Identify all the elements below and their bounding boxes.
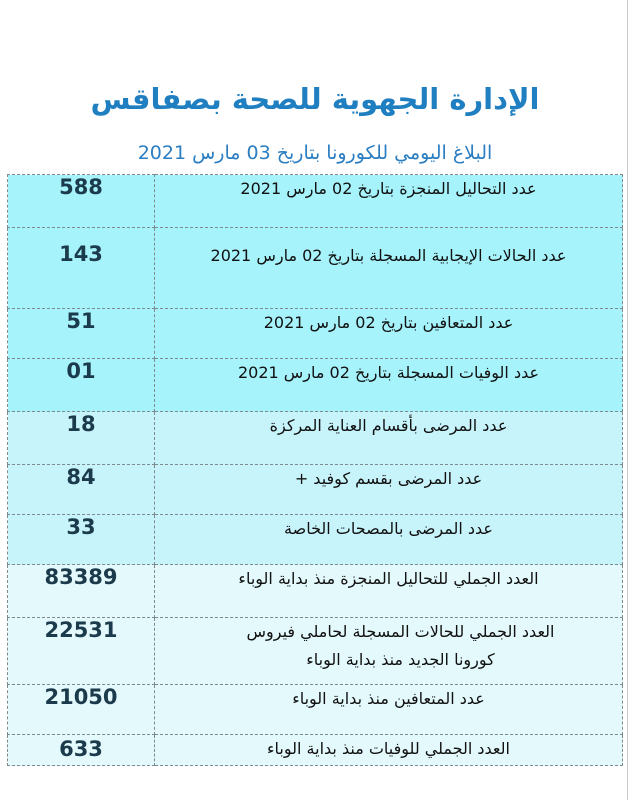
page-subtitle: البلاغ اليومي للكورونا بتاريخ 03 مارس 2021	[137, 142, 493, 164]
row-value: 21050	[8, 685, 155, 735]
table-row	[8, 175, 623, 228]
table-row	[8, 618, 623, 685]
row-value: 588	[8, 175, 155, 228]
row-label: عدد الحالات الإيجابية المسجلة بتاريخ 02 مارس 2021	[155, 228, 623, 309]
statistics-table	[7, 174, 623, 766]
row-label: عدد المتعافين منذ بداية الوباء	[155, 685, 623, 735]
table-row	[8, 412, 623, 465]
row-value: 633	[8, 735, 155, 766]
row-value: 22531	[8, 618, 155, 685]
table-row	[8, 465, 623, 515]
row-value: 18	[8, 412, 155, 465]
row-label: عدد المتعافين بتاريخ 02 مارس 2021	[155, 309, 623, 359]
page-title: الإدارة الجهوية للصحة بصفاقس	[90, 82, 540, 116]
row-label: عدد المرضى بالمصحات الخاصة	[155, 515, 623, 565]
row-value: 33	[8, 515, 155, 565]
table-row	[8, 735, 623, 766]
table-row	[8, 685, 623, 735]
row-label: عدد التحاليل المنجزة بتاريخ 02 مارس 2021	[155, 175, 623, 228]
table-row	[8, 565, 623, 618]
row-value: 143	[8, 228, 155, 309]
row-value: 01	[8, 359, 155, 412]
row-value: 51	[8, 309, 155, 359]
row-label: العدد الجملي للتحاليل المنجزة منذ بداية الوباء	[155, 565, 623, 618]
table-row	[8, 228, 623, 309]
row-label: عدد الوفيات المسجلة بتاريخ 02 مارس 2021	[155, 359, 623, 412]
row-value: 84	[8, 465, 155, 515]
row-label: العدد الجملي للوفيات منذ بداية الوباء	[155, 735, 623, 766]
table-row	[8, 309, 623, 359]
table-row	[8, 359, 623, 412]
row-label: العدد الجملي للحالات المسجلة لحاملي فيروس كورونا الجديد منذ بداية الوباء	[155, 618, 623, 685]
row-label: عدد المرضى بقسم كوفيد +	[155, 465, 623, 515]
row-value: 83389	[8, 565, 155, 618]
row-label: عدد المرضى بأقسام العناية المركزة	[155, 412, 623, 465]
table-row	[8, 515, 623, 565]
page-edge-line	[627, 0, 628, 800]
